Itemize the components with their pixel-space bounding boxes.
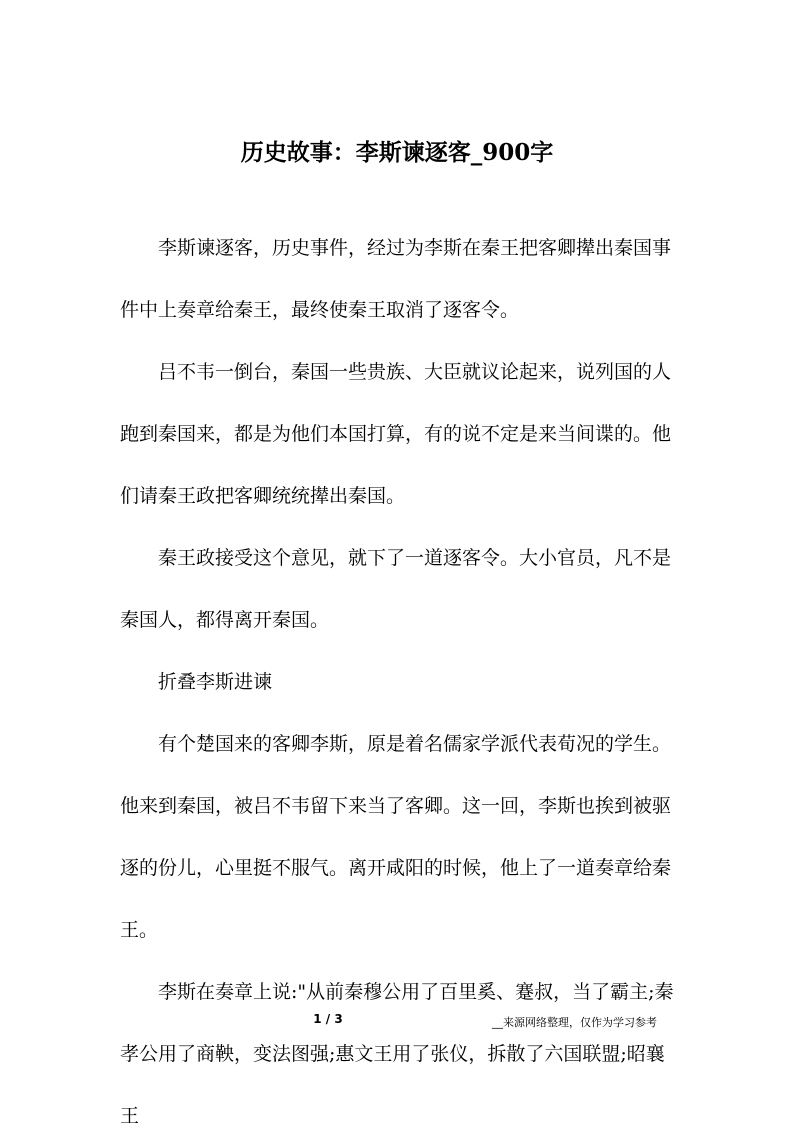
paragraph: 李斯在奏章上说:"从前秦穆公用了百里奚、蹇叔，当了霸主;秦孝公用了商鞅，变法图强;惠文王用了张仪，拆散了六国联盟;昭襄王 — [120, 981, 674, 1127]
paragraph: 有个楚国来的客卿李斯，原是着名儒家学派代表荀况的学生。他来到秦国，被吕不韦留下来当了客卿。这一回，李斯也挨到被驱逐的份儿，心里挺不服气。离开咸阳的时候，他上了一道奏章给秦王。 — [120, 733, 672, 941]
page-number: 1 / 3 — [313, 1012, 343, 1026]
section-heading: 折叠李斯进谏 — [158, 671, 273, 693]
source-note: __来源网络整理，仅作为学习参考 — [492, 1016, 657, 1029]
document-title: 历史故事：李斯谏逐客_900字 — [240, 139, 554, 166]
paragraph: 吕不韦一倒台，秦国一些贵族、大臣就议论起来，说列国的人跑到秦国来，都是为他们本国打算，有的说不定是来当间谍的。他们请秦王政把客卿统统撵出秦国。 — [120, 361, 672, 507]
paragraph: 李斯谏逐客，历史事件，经过为李斯在秦王把客卿撵出秦国事件中上奏章给秦王，最终使秦王取消了逐客令。 — [120, 237, 672, 321]
document-body — [120, 217, 676, 1147]
paragraph: 秦王政接受这个意见，就下了一道逐客令。大小官员，凡不是秦国人，都得离开秦国。 — [120, 547, 672, 631]
